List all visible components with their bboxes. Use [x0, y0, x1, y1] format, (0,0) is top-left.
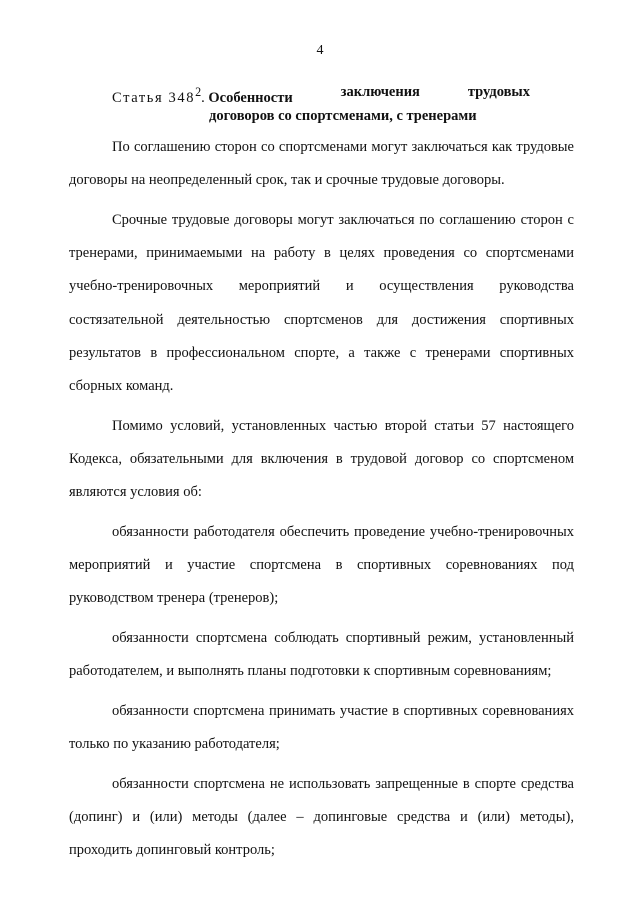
article-title-word-2: заключения — [340, 84, 420, 100]
article-superscript: 2 — [195, 85, 202, 99]
paragraph-4: обязанности работодателя обеспечить проведение учебно-тренировочных мероприятий и участие спортсмена в спортивных соревнованиях под руководством тренера (тренеров); — [69, 523, 574, 607]
paragraph-7: обязанности спортсмена не использовать запрещенные в спорте средства (допинг) и (или) методы (далее – допинговые средства и (или) методы), проходить допинговый контроль; — [69, 775, 574, 859]
article-title-word-1: Особенности — [208, 89, 293, 106]
paragraph-1: По соглашению сторон со спортсменами могут заключаться как трудовые договоры на неопределенный срок, так и срочные трудовые договоры. — [69, 139, 574, 189]
paragraph-5: обязанности спортсмена соблюдать спортивный режим, установленный работодателем, и выполнять планы подготовки к спортивным соревнованиям; — [69, 629, 574, 680]
article-heading — [112, 83, 530, 125]
article-title-line-2: договоров со спортсменами, с тренерами — [209, 107, 477, 124]
article-title-word-3: трудовых — [467, 84, 530, 100]
article-body — [69, 131, 574, 874]
article-suffix: . — [201, 89, 205, 106]
article-number: Статья 348 — [112, 89, 196, 106]
paragraph-3: Помимо условий, установленных частью второй статьи 57 настоящего Кодекса, обязательными для включения в трудовой договор со спортсменом являются условия об: — [69, 417, 574, 501]
paragraph-6: обязанности спортсмена принимать участие в спортивных соревнованиях только по указанию работодателя; — [69, 702, 574, 752]
page-number: 4 — [316, 43, 324, 58]
article-label — [112, 83, 293, 107]
article-heading-line-1 — [112, 83, 530, 107]
paragraph-2: Срочные трудовые договоры могут заключаться по соглашению сторон с тренерами, принимаемыми на работу в целях проведения со спортсменами учебно-тренировочных мероприятий и осуществления руководства состязательной деятельностью спортсменов для достижения спортивных результатов в профессиональном спорте, а также с тренерами спортивных сборных команд. — [69, 211, 574, 394]
